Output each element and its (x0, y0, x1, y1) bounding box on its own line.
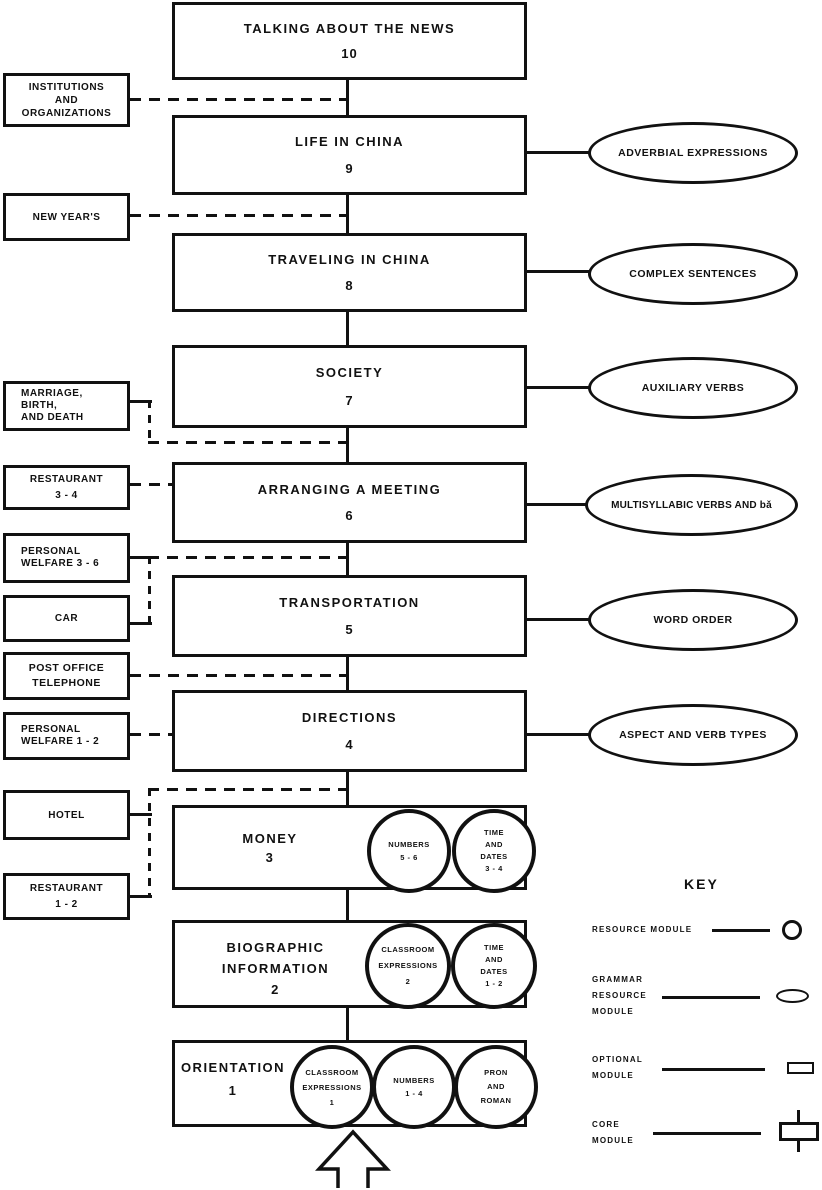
key-label-line: RESOURCE (592, 991, 647, 1000)
resource-circle-pron-and-roman (454, 1045, 538, 1129)
resource-module-circle-icon (782, 920, 802, 940)
connector-personal-welfare-3-6 (148, 556, 346, 559)
resource-circle-line: TIME (484, 943, 504, 952)
connector-restaurant-3-4 (130, 483, 172, 486)
optional-module-line: 3 - 4 (55, 489, 78, 501)
optional-module-line: MARRIAGE, (21, 388, 83, 399)
optional-module-line: ORGANIZATIONS (21, 107, 112, 119)
grammar-module-multisyllabic-verbs (585, 474, 798, 536)
connector-new-years (130, 214, 346, 217)
connector-core-3-2 (346, 890, 349, 920)
core-module-title: ORIENTATION (180, 1060, 286, 1075)
core-module-icon-box (779, 1122, 819, 1141)
resource-circle-numbers-1-4 (372, 1045, 456, 1129)
connector-society-auxiliary (525, 386, 589, 389)
optional-module-institutions-and-organizations (3, 73, 130, 127)
grammar-module-label: AUXILIARY VERBS (641, 382, 745, 394)
resource-circle-line: EXPRESSIONS (378, 961, 438, 970)
core-module-title: TRAVELING IN CHINA (268, 252, 431, 267)
connector-core-9-8 (346, 195, 349, 233)
optional-module-line: RESTAURANT (29, 473, 104, 485)
key-label-line: GRAMMAR (592, 975, 644, 984)
connector-core-4-3 (346, 772, 349, 805)
core-module-title: LIFE IN CHINA (294, 134, 405, 150)
connector-meeting-multisyllabic (525, 503, 586, 506)
grammar-module-aspect-and-verb-types (588, 704, 798, 766)
resource-circle-numbers-5-6 (367, 809, 451, 893)
connector-core-6-5 (346, 543, 349, 575)
optional-module-line: AND DEATH (21, 412, 84, 423)
key-label-grammar-resource-module (592, 972, 647, 1020)
connector-core-5-4 (346, 657, 349, 690)
core-module-biographic-information (172, 920, 527, 1008)
optional-module-restaurant-1-2 (3, 873, 130, 920)
optional-module-line: WELFARE 3 - 6 (21, 558, 100, 569)
grammar-module-complex-sentences (588, 243, 798, 305)
optional-module-post-office-telephone (3, 652, 130, 700)
core-module-number: 1 (228, 1083, 238, 1098)
optional-module-rect-icon (787, 1062, 814, 1074)
optional-module-new-years (3, 193, 130, 241)
core-module-title: BIOGRAPHIC (226, 940, 325, 955)
core-module-label (193, 937, 358, 1000)
resource-circle-line: CLASSROOM (381, 945, 435, 954)
key-line-grammar (662, 996, 760, 999)
core-module-title: DIRECTIONS (301, 710, 398, 725)
core-module-number: 8 (345, 278, 354, 293)
connector-marriage-drop (148, 400, 151, 444)
core-module-talking-about-the-news (172, 2, 527, 80)
optional-module-line: POST OFFICE (28, 662, 105, 674)
core-module-number: 5 (345, 622, 354, 637)
connector-directions-aspect (525, 733, 589, 736)
core-module-arranging-a-meeting (172, 462, 527, 543)
optional-module-line: PERSONAL (21, 546, 81, 557)
key-label-optional-module (592, 1052, 643, 1084)
key-line-optional (662, 1068, 765, 1071)
connector-core-2-1 (346, 1008, 349, 1040)
resource-circle-time-and-dates-3-4 (452, 809, 536, 893)
optional-module-hotel (3, 790, 130, 840)
resource-circle-line: PRON (484, 1068, 508, 1077)
core-module-life-in-china (172, 115, 527, 195)
core-module-number: 2 (271, 982, 280, 997)
core-module-rect-icon (779, 1110, 819, 1152)
resource-circle-line: AND (485, 955, 503, 964)
resource-circle-line: CLASSROOM (305, 1067, 359, 1077)
resource-circle-line: ROMAN (480, 1096, 512, 1105)
connector-hotel-restaurant (148, 788, 346, 791)
optional-module-line: CAR (54, 613, 79, 624)
resource-circle-line: 1 (329, 1097, 335, 1107)
core-module-traveling-in-china (172, 233, 527, 312)
core-module-number: 7 (345, 392, 354, 408)
resource-circle-time-and-dates-1-2 (451, 923, 537, 1009)
grammar-resource-module-ellipse-icon (776, 989, 809, 1003)
resource-circle-line: EXPRESSIONS (302, 1082, 362, 1092)
grammar-module-word-order (588, 589, 798, 651)
core-module-label (200, 829, 340, 867)
connector-hotel-bracket (148, 788, 151, 898)
key-title: KEY (684, 876, 719, 892)
core-module-number: 9 (345, 160, 354, 176)
key-label-resource-module (592, 922, 692, 938)
key-label-line: CORE (592, 1120, 620, 1129)
resource-circle-line: DATES (480, 967, 508, 976)
core-module-label (177, 1056, 289, 1102)
connector-core-8-7 (346, 312, 349, 345)
connector-hotel-stub (130, 813, 152, 816)
key-label-line: RESOURCE MODULE (592, 925, 693, 934)
resource-circle-line: 5 - 6 (400, 853, 418, 862)
grammar-module-label: ADVERBIAL EXPRESSIONS (618, 147, 768, 159)
core-module-title: TALKING ABOUT THE NEWS (243, 20, 456, 36)
connector-core-7-6 (346, 428, 349, 462)
resource-circle-line: 1 - 2 (485, 979, 503, 988)
optional-module-line: AND (54, 94, 79, 106)
core-module-directions (172, 690, 527, 772)
entry-arrow-icon (312, 1128, 394, 1190)
connector-post-office (130, 674, 346, 677)
grammar-module-label: WORD ORDER (653, 614, 733, 626)
core-module-number: 3 (265, 850, 275, 865)
connector-car-bracket (148, 556, 151, 626)
resource-circle-line: TIME (484, 828, 504, 837)
optional-module-line: INSTITUTIONS (28, 81, 105, 93)
resource-circle-line: 1 - 4 (405, 1089, 423, 1098)
optional-module-car (3, 595, 130, 642)
key-line-resource (712, 929, 770, 932)
core-module-number: 4 (345, 737, 354, 752)
resource-circle-line: NUMBERS (393, 1076, 435, 1085)
optional-module-line: HOTEL (48, 809, 85, 821)
optional-module-line: BIRTH, (21, 400, 58, 411)
connector-institutions (130, 98, 346, 101)
connector-personal-welfare-1-2 (130, 733, 172, 736)
optional-module-marriage-birth-and-death (3, 381, 130, 431)
resource-circle-classroom-expressions-2 (365, 923, 451, 1009)
resource-circle-line: 2 (405, 977, 411, 986)
core-module-title: ARRANGING A MEETING (257, 481, 442, 497)
resource-circle-classroom-expressions-1 (290, 1045, 374, 1129)
core-module-title: MONEY (242, 831, 298, 846)
grammar-module-label: ASPECT AND VERB TYPES (619, 729, 767, 741)
resource-circle-line: AND (485, 840, 503, 849)
connector-marriage (148, 441, 346, 444)
core-module-title: SOCIETY (315, 365, 384, 381)
core-module-money (172, 805, 527, 890)
key-label-core-module (592, 1117, 634, 1149)
core-module-title: TRANSPORTATION (279, 595, 420, 610)
grammar-module-label: MULTISYLLABIC VERBS AND bǎ (611, 499, 772, 511)
optional-module-line: NEW YEAR'S (32, 211, 101, 223)
core-module-society (172, 345, 527, 428)
optional-module-line: WELFARE 1 - 2 (21, 736, 100, 747)
resource-circle-line: NUMBERS (388, 840, 430, 849)
connector-life-in-china-adverbial (525, 151, 589, 154)
key-label-line: MODULE (592, 1136, 634, 1145)
key-line-core (653, 1132, 761, 1135)
core-module-number: 10 (341, 46, 358, 62)
core-module-orientation (172, 1040, 527, 1127)
optional-module-restaurant-3-4 (3, 465, 130, 510)
connector-transportation-word-order (525, 618, 589, 621)
key-label-line: OPTIONAL (592, 1055, 643, 1064)
grammar-module-label: COMPLEX SENTENCES (629, 268, 757, 280)
core-module-title: INFORMATION (221, 961, 330, 976)
optional-module-line: TELEPHONE (32, 677, 101, 689)
resource-circle-line: 3 - 4 (485, 864, 503, 873)
connector-restaurant-1-2-stub (130, 895, 152, 898)
grammar-module-auxiliary-verbs (588, 357, 798, 419)
connector-core-10-9 (346, 80, 349, 115)
core-module-number: 6 (345, 508, 354, 524)
resource-circle-line: DATES (480, 852, 508, 861)
core-module-transportation (172, 575, 527, 657)
optional-module-line: 1 - 2 (55, 898, 78, 910)
connector-car-stub (130, 622, 152, 625)
optional-module-personal-welfare-1-2 (3, 712, 130, 760)
connector-traveling-complex (525, 270, 589, 273)
optional-module-personal-welfare-3-6 (3, 533, 130, 583)
optional-module-line: RESTAURANT (29, 882, 104, 894)
key-label-line: MODULE (592, 1071, 634, 1080)
key-label-line: MODULE (592, 1007, 634, 1016)
resource-circle-line: AND (487, 1082, 505, 1091)
optional-module-line: PERSONAL (21, 724, 81, 735)
grammar-module-adverbial-expressions (588, 122, 798, 184)
